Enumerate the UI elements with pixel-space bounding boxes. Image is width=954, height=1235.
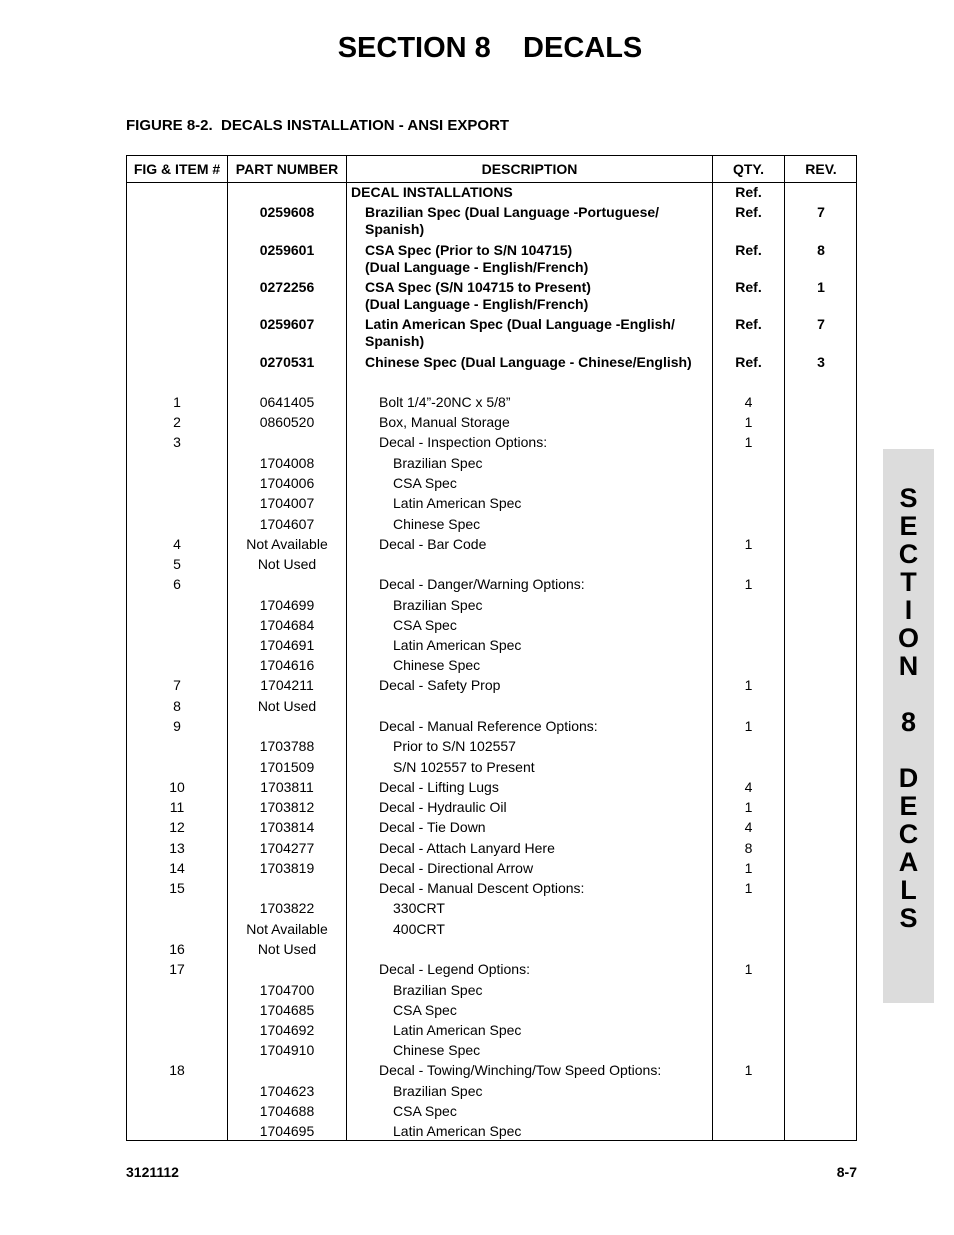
row-part-number-cell: 1704008 (259, 455, 315, 471)
section-tab-letter: I (904, 595, 913, 625)
row-qty-cell: 1 (744, 434, 753, 450)
row-qty-cell: Ref. (735, 316, 762, 332)
row-part-number-cell: 1704616 (259, 657, 315, 673)
row-description-cell: Decal - Towing/Winching/Tow Speed Options: (379, 1062, 662, 1078)
row-description-cell: Decal - Legend Options: (379, 961, 530, 977)
row-part-number-cell: 1704699 (259, 597, 315, 613)
row-part-number-cell: 1703812 (259, 799, 315, 815)
section-tab-letter: L (900, 875, 917, 905)
row-qty-cell: 1 (744, 961, 753, 977)
row-rev-cell: 7 (817, 204, 825, 220)
row-description-cell: Latin American Spec (Dual Language -English/ Spanish) (365, 316, 675, 349)
row-description-cell: Brazilian Spec (393, 455, 483, 471)
section-tab-letter: 8 (900, 707, 917, 737)
row-description-cell: Decal - Manual Descent Options: (379, 880, 585, 896)
row-fig-cell: 10 (169, 779, 185, 795)
row-qty-cell: 8 (744, 840, 753, 856)
row-part-number-cell: 1704006 (259, 475, 315, 491)
row-description-cell: CSA Spec (393, 475, 457, 491)
section-tab-letter: O (897, 623, 919, 653)
row-qty-cell: Ref. (735, 354, 762, 370)
row-part-number-cell: 1703788 (259, 738, 315, 754)
row-rev-cell: 3 (817, 354, 825, 370)
row-description-cell: Chinese Spec (393, 657, 481, 673)
row-fig-cell: 2 (173, 414, 181, 430)
row-fig-cell: 7 (173, 677, 181, 693)
row-part-number-cell: Not Used (257, 941, 317, 957)
row-description-cell: Decal - Directional Arrow (379, 860, 534, 876)
row-description-cell: Decal - Tie Down (379, 819, 486, 835)
row-description-cell: Latin American Spec (393, 1022, 522, 1038)
column-header-qty: QTY. (732, 161, 765, 177)
row-fig-cell: 1 (173, 394, 181, 410)
row-fig-cell: 9 (173, 718, 181, 734)
row-qty-cell: 1 (744, 1062, 753, 1078)
header-divider (127, 182, 856, 183)
row-fig-cell: 6 (173, 576, 181, 592)
section-tab-letter: C (898, 539, 919, 569)
column-divider (784, 156, 785, 1140)
row-qty-cell: 1 (744, 860, 753, 876)
row-description-cell: Decal - Bar Code (379, 536, 487, 552)
section-tab-letter: E (899, 791, 918, 821)
page-title: SECTION 8 DECALS (337, 32, 643, 64)
row-fig-cell: 13 (169, 840, 185, 856)
row-part-number-cell: 0259608 (259, 204, 315, 220)
section-tab-letter: E (899, 511, 918, 541)
row-part-number-cell: 1704910 (259, 1042, 315, 1058)
row-qty-cell: 1 (744, 414, 753, 430)
row-description-cell: Brazilian Spec (393, 982, 483, 998)
row-description-cell: Decal - Danger/Warning Options: (379, 576, 585, 592)
column-header-rev: REV. (805, 161, 837, 177)
section-tab-letter: A (898, 847, 919, 877)
row-description-cell: Prior to S/N 102557 (393, 738, 516, 754)
row-description-cell: Latin American Spec (393, 495, 522, 511)
row-part-number-cell: 1704684 (259, 617, 315, 633)
row-description-cell: Decal - Lifting Lugs (379, 779, 499, 795)
row-rev-cell: 8 (817, 242, 825, 258)
row-part-number-cell: 0641405 (259, 394, 315, 410)
row-fig-cell: 17 (169, 961, 185, 977)
row-qty-cell: 4 (744, 394, 753, 410)
row-qty-cell: 1 (744, 799, 753, 815)
row-part-number-cell: 0272256 (259, 279, 315, 295)
row-description-cell: Chinese Spec (393, 1042, 481, 1058)
row-fig-cell: 8 (173, 698, 181, 714)
figure-title: FIGURE 8-2. DECALS INSTALLATION - ANSI EXPORT (126, 117, 510, 134)
row-fig-cell: 12 (169, 819, 185, 835)
row-rev-cell: 1 (817, 279, 825, 295)
row-part-number-cell: 1704700 (259, 982, 315, 998)
row-part-number-cell: 1703819 (259, 860, 315, 876)
row-fig-cell: 3 (173, 434, 181, 450)
row-part-number-cell: 1703822 (259, 900, 315, 916)
section-tab-letter: C (898, 819, 919, 849)
row-part-number-cell: 1704695 (259, 1123, 315, 1139)
row-qty-cell: Ref. (735, 279, 762, 295)
row-part-number-cell: Not Available (246, 536, 328, 552)
row-rev-cell: 7 (817, 316, 825, 332)
row-part-number-cell: 0270531 (259, 354, 315, 370)
row-description-cell: DECAL INSTALLATIONS (351, 184, 513, 200)
row-description-cell: Brazilian Spec (393, 597, 483, 613)
row-description-cell: CSA Spec (393, 1103, 457, 1119)
row-part-number-cell: 1704692 (259, 1022, 315, 1038)
row-description-cell: 330CRT (393, 900, 445, 916)
row-fig-cell: 15 (169, 880, 185, 896)
section-tab-letter: S (899, 903, 918, 933)
row-description-cell: Box, Manual Storage (379, 414, 510, 430)
row-description-cell: CSA Spec (S/N 104715 to Present) (Dual Language - English/French) (365, 279, 591, 312)
row-part-number-cell: 1704007 (259, 495, 315, 511)
row-description-cell: Decal - Inspection Options: (379, 434, 548, 450)
section-tab-letter: S (899, 483, 918, 513)
row-description-cell: Decal - Attach Lanyard Here (379, 840, 555, 856)
row-part-number-cell: Not Used (257, 556, 317, 572)
row-part-number-cell: Not Used (257, 698, 317, 714)
row-part-number-cell: 1704688 (259, 1103, 315, 1119)
row-fig-cell: 5 (173, 556, 181, 572)
row-description-cell: Decal - Hydraulic Oil (379, 799, 507, 815)
row-description-cell: Latin American Spec (393, 1123, 522, 1139)
row-fig-cell: 11 (169, 799, 185, 815)
row-part-number-cell: 1701509 (259, 759, 315, 775)
page-number: 8-7 (836, 1164, 857, 1180)
row-part-number-cell: 1704277 (259, 840, 315, 856)
column-divider (712, 156, 713, 1140)
row-fig-cell: 14 (169, 860, 185, 876)
section-tab-letter: D (898, 763, 919, 793)
row-fig-cell: 18 (169, 1062, 185, 1078)
row-part-number-cell: 1704607 (259, 516, 315, 532)
doc-number: 3121112 (126, 1164, 179, 1180)
row-description-cell: Bolt 1/4”-20NC x 5/8” (379, 394, 511, 410)
row-part-number-cell: Not Available (246, 921, 328, 937)
row-description-cell: Brazilian Spec (393, 1083, 483, 1099)
row-qty-cell: 4 (744, 779, 753, 795)
row-description-cell: Latin American Spec (393, 637, 522, 653)
column-header-description: DESCRIPTION (481, 161, 578, 177)
row-description-cell: CSA Spec (393, 617, 457, 633)
row-part-number-cell: 1703811 (260, 779, 314, 795)
row-qty-cell: 1 (744, 536, 753, 552)
section-tab-letter: N (898, 651, 919, 681)
row-part-number-cell: 0860520 (259, 414, 315, 430)
row-description-cell: Chinese Spec (Dual Language - Chinese/English) (365, 354, 692, 370)
row-part-number-cell: 0259607 (259, 316, 315, 332)
column-header-fig: FIG & ITEM # (133, 161, 221, 177)
section-tab (883, 449, 934, 1003)
row-part-number-cell: 0259601 (259, 242, 315, 258)
row-fig-cell: 4 (173, 536, 181, 552)
row-qty-cell: Ref. (735, 204, 762, 220)
row-part-number-cell: 1704623 (259, 1083, 315, 1099)
row-description-cell: Decal - Safety Prop (379, 677, 501, 693)
row-qty-cell: 1 (744, 576, 753, 592)
column-header-part: PART NUMBER (235, 161, 339, 177)
row-fig-cell: 16 (169, 941, 185, 957)
row-qty-cell: 1 (744, 880, 753, 896)
row-description-cell: S/N 102557 to Present (393, 759, 535, 775)
row-description-cell: CSA Spec (393, 1002, 457, 1018)
row-qty-cell: Ref. (735, 242, 762, 258)
row-qty-cell: 1 (744, 677, 753, 693)
row-description-cell: Decal - Manual Reference Options: (379, 718, 598, 734)
parts-table (126, 155, 857, 1141)
row-description-cell: 400CRT (393, 921, 445, 937)
row-qty-cell: Ref. (735, 184, 762, 200)
row-part-number-cell: 1704691 (259, 637, 315, 653)
row-description-cell: Brazilian Spec (Dual Language -Portuguese/ Spanish) (365, 204, 660, 237)
row-qty-cell: 1 (744, 718, 753, 734)
row-description-cell: Chinese Spec (393, 516, 481, 532)
row-description-cell: CSA Spec (Prior to S/N 104715) (Dual Language - English/French) (365, 242, 589, 275)
row-qty-cell: 4 (744, 819, 753, 835)
row-part-number-cell: 1703814 (259, 819, 315, 835)
row-part-number-cell: 1704211 (260, 677, 314, 693)
row-part-number-cell: 1704685 (259, 1002, 315, 1018)
section-tab-letter: T (900, 567, 917, 597)
